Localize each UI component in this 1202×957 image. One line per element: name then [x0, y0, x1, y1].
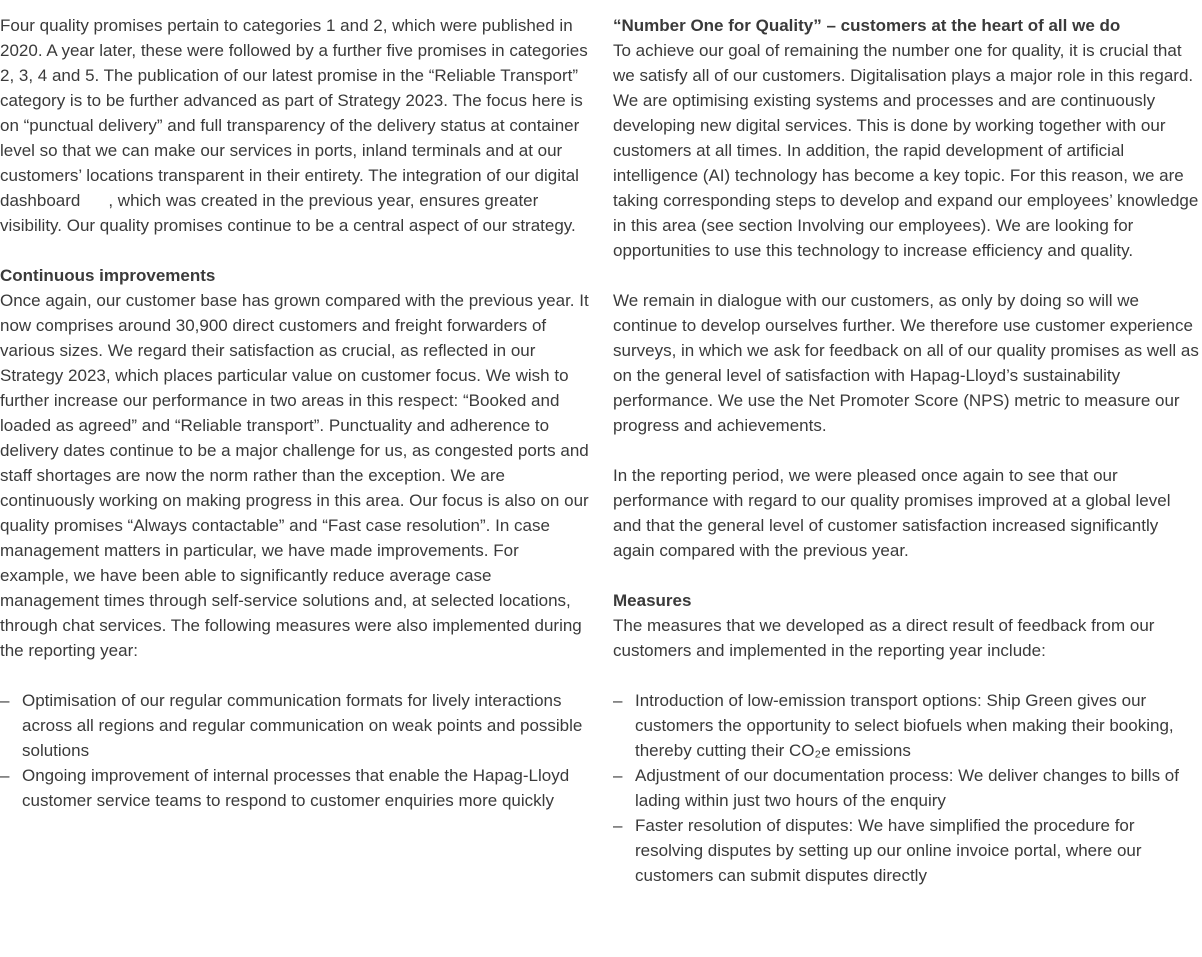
list-item — [613, 763, 1202, 813]
dash-bullet: – — [613, 816, 623, 835]
list-item-text: Introduction of low-emission transport options: Ship Green gives our customers the opportunity to select biofuels when making their booking, thereby cutting their CO₂e emissions — [635, 691, 1174, 760]
left-bullet-list — [0, 688, 592, 813]
list-item — [613, 688, 1202, 763]
quality-heading: “Number One for Quality” – customers at the heart of all we do — [613, 16, 1121, 35]
continuous-improvements-body: Once again, our customer base has grown compared with the previous year. It now comprises around 30,900 direct customers and freight forwarders of various sizes. We regard their satisfaction as crucial, as reflected in our Strategy 2023, which places particular value on customer focus. We wish to further increase our performance in two areas in this respect: “Booked and loaded as agreed” and “Reliable transport”. Punctuality and adherence to delivery dates continue to be a major challenge for us, as congested ports and staff shortages are now the norm rather than the exception. We are continuously working on making progress in this area. Our focus is also on our quality promises “Always contactable” and “Fast case resolution”. In case management matters in particular, we have made improvements. For example, we have been able to significantly reduce average case management times through self-service solutions and, at selected locations, through chat services. The following measures were also implemented during the reporting year: — [0, 291, 589, 660]
measures-heading: Measures — [613, 591, 692, 610]
list-item-text: Ongoing improvement of internal processes that enable the Hapag-Lloyd customer service teams to respond to customer enquiries more quickly — [22, 766, 570, 810]
continuous-improvements-heading: Continuous improvements — [0, 266, 216, 285]
left-column — [0, 13, 592, 813]
measures-body: The measures that we developed as a direct result of feedback from our customers and implemented in the reporting year include: — [613, 616, 1155, 660]
quality-body: To achieve our goal of remaining the number one for quality, it is crucial that we satisfy all of our customers. Digitalisation plays a major role in this regard. We are optimising existing systems and processes and are continuously developing new digital services. This is done by working together with our customers at all times. In addition, the rapid development of artificial intelligence (AI) technology has become a key topic. For this reason, we are taking corresponding steps to develop and expand our employees’ knowledge in this area (see section Involving our employees). We are looking for opportunities to use this technology to increase efficiency and quality. — [613, 41, 1199, 260]
reporting-paragraph: In the reporting period, we were pleased once again to see that our performance with regard to our quality promises improved at a global level and that the general level of customer satisfaction increased significantly again compared with the previous year. — [613, 466, 1171, 560]
dialogue-paragraph: We remain in dialogue with our customers, as only by doing so will we continue to develop ourselves further. We therefore use customer experience surveys, in which we ask for feedback on all of our quality promises as well as on the general level of satisfaction with Hapag-Lloyd’s sustainability performance. We use the Net Promoter Score (NPS) metric to measure our progress and achievements. — [613, 291, 1199, 435]
right-bullet-list — [613, 688, 1202, 888]
dash-bullet: – — [613, 766, 623, 785]
list-item — [0, 763, 592, 813]
right-column — [613, 13, 1202, 888]
list-item-text: Adjustment of our documentation process: We deliver changes to bills of lading within just two hours of the enquiry — [635, 766, 1179, 810]
intro-paragraph — [0, 13, 592, 238]
intro-text-part1: Four quality promises pertain to categories 1 and 2, which were published in 2020. A year later, these were followed by a further five promises in categories 2, 3, 4 and 5. The publication of our latest promise in the “Reliable Transport” category is to be further advanced as part of Strategy 2023. The focus here is on “punctual delivery” and full transparency of the delivery status at container level so that we can make our services in ports, inland terminals and at our customers’ locations transparent in their entirety. The integration of our digital dashboard — [0, 16, 588, 210]
list-item-text: Optimisation of our regular communication formats for lively interactions across all regions and regular communication on weak points and possible solutions — [22, 691, 583, 760]
list-item — [0, 688, 592, 763]
dash-bullet: – — [0, 691, 10, 710]
dash-bullet: – — [613, 691, 623, 710]
intro-text-part2: , which was created in the previous year, ensures greater visibility. Our quality promises continue to be a central aspect of our strategy. — [0, 191, 576, 235]
list-item — [613, 813, 1202, 888]
dash-bullet: – — [0, 766, 10, 785]
list-item-text: Faster resolution of disputes: We have simplified the procedure for resolving disputes by setting up our online invoice portal, where our customers can submit disputes directly — [635, 816, 1142, 885]
